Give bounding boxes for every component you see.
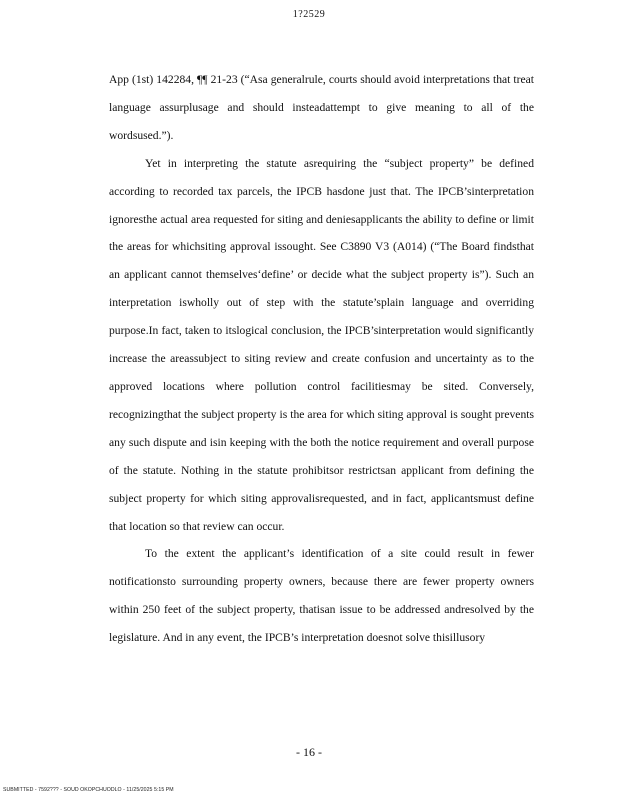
page-number: - 16 -	[296, 745, 322, 759]
submission-stamp: SUBMITTED - 7592??? - SOUD OKOPCHUODLO - 11/25/2025 5:15 PM	[3, 787, 174, 793]
paragraph-continuation: App (1st) 142284, ¶¶ 21-23 (“Asa generalrule, courts should avoid interpretations that treat language assurplusage and should insteadattempt to give meaning to all of the wordsused.”).	[109, 73, 534, 142]
paragraph-ipcb-interpretation: Yet in interpreting the statute asrequiring the “subject property” be defined according to recorded tax parcels, the IPCB hasdone just that. The IPCB’sinterpretation ignoresthe actual area requested for siting and deniesapplicants the ability to define or limit the areas for whichsiting approval issought. See C3890 V3 (A014) (“The Board findsthat an applicant cannot themselves‘define’ or decide what the subject property is”). Such an interpretation iswholly out of step with the statute’splain language and overriding purpose.In fact, taken to itslogical conclusion, the IPCB’sinterpretation would significantly increase the areassubject to siting review and create confusion and uncertainty as to the approved locations where pollution control facilitiesmay be sited. Conversely, recognizingthat the subject property is the area for which siting approval is sought prevents any such dispute and isin keeping with the both the notice requirement and overall purpose of the statute. Nothing in the statute prohibitsor restrictsan applicant from defining the subject property for which siting approvalisrequested, and in fact, applicantsmust define that location so that review can occur.	[109, 156, 534, 533]
document-number: 1?2529	[292, 9, 326, 20]
brief-body	[109, 66, 534, 652]
paragraph-notification: To the extent the applicant’s identification of a site could result in fewer notificationsto surrounding property owners, because there are fewer property owners within 250 feet of the subject property, thatisan issue to be addressed andresolved by the legislature. And in any event, the IPCB’s interpretation doesnot solve thisillusory	[109, 547, 534, 645]
